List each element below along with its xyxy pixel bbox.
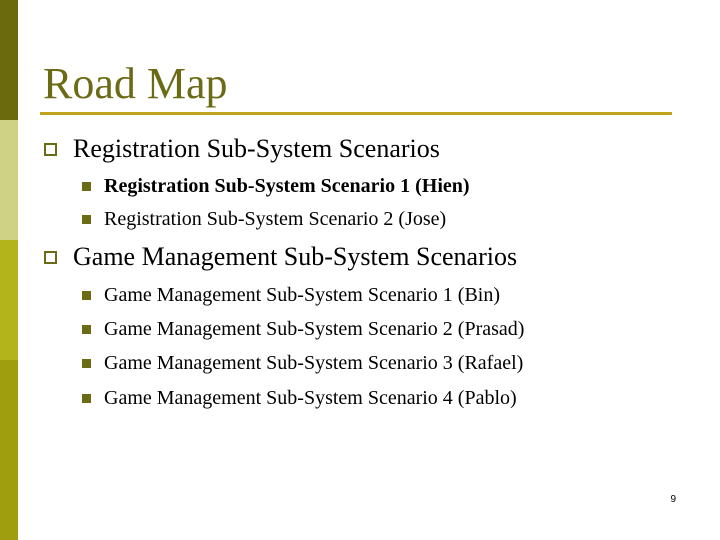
left-bar-segment-1	[0, 0, 18, 120]
section-label: Game Management Sub-System Scenarios	[73, 242, 518, 271]
decorative-left-bar	[0, 0, 18, 540]
left-bar-segment-2	[0, 120, 18, 240]
list-item-text: Game Management Sub-System Scenario 3 (Rafael)	[104, 352, 524, 374]
list-item-text: Registration Sub-System Scenario 2 (Jose)	[104, 208, 447, 230]
filled-square-bullet-icon	[82, 182, 91, 191]
filled-square-bullet-icon	[82, 394, 91, 403]
slide-title: Road Map	[43, 59, 228, 108]
title-underline	[40, 112, 672, 115]
list-item-text: Game Management Sub-System Scenario 2 (Prasad)	[104, 318, 525, 340]
filled-square-bullet-icon	[82, 215, 91, 224]
list-item-text: Game Management Sub-System Scenario 4 (Pablo)	[104, 387, 517, 409]
left-bar-segment-4	[0, 360, 18, 540]
page-number: 9	[670, 494, 676, 505]
filled-square-bullet-icon	[82, 291, 91, 300]
left-bar-segment-3	[0, 240, 18, 360]
filled-square-bullet-icon	[82, 359, 91, 368]
filled-square-bullet-icon	[82, 325, 91, 334]
section-label: Registration Sub-System Scenarios	[73, 134, 440, 163]
hollow-square-bullet-icon	[44, 251, 57, 264]
hollow-square-bullet-icon	[44, 143, 57, 156]
list-item-text: Game Management Sub-System Scenario 1 (Bin)	[104, 284, 501, 306]
list-item-text: Registration Sub-System Scenario 1 (Hien)	[104, 175, 470, 197]
